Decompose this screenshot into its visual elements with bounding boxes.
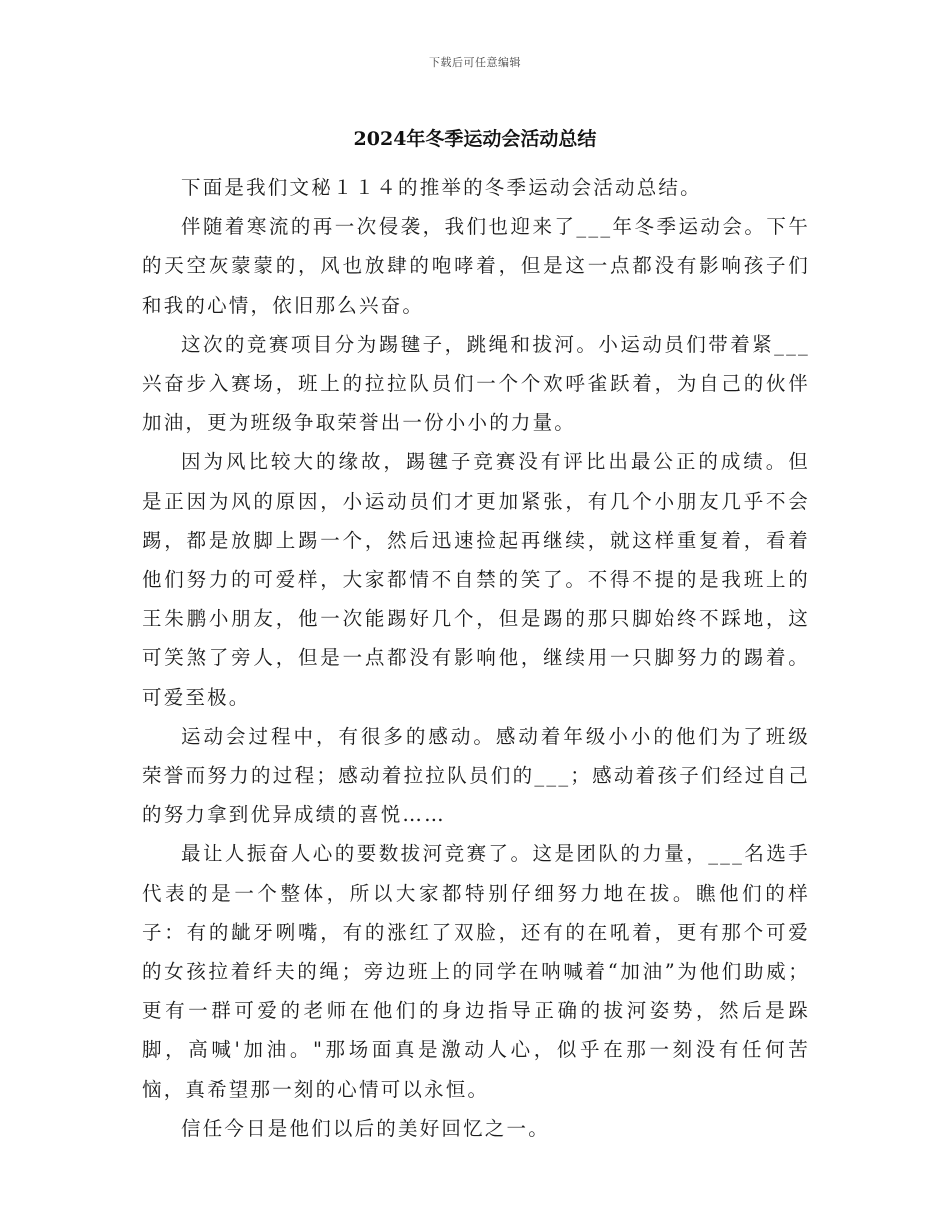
paragraph-tug-of-war: 最让人振奋人心的要数拔河竞赛了。这是团队的力量，___名选手代表的是一个整体，所以大家都特别仔细努力地在拔。瞧他们的样子：有的龇牙咧嘴，有的涨红了双脸，还有的在吼着，更有那个可爱的女孩拉着纤夫的绳；旁边班上的同学在呐喊着“加油”为他们助威；更有一群可爱的老师在他们的身边指导正确的拔河姿势，然后是跺脚，高喊'加油。"那场面真是激动人心，似乎在那一刻没有任何苦恼，真希望那一刻的心情可以永恒。 <box>142 842 810 1101</box>
document-body <box>142 168 810 1148</box>
document-title: 2024年冬季运动会活动总结 <box>353 128 597 150</box>
paragraph-opening: 伴随着寒流的再一次侵袭，我们也迎来了___年冬季运动会。下午的天空灰蒙蒙的，风也放肆的咆哮着，但是这一点都没有影响孩子们和我的心情，依旧那么兴奋。 <box>142 215 810 317</box>
paragraph-shuttlecock: 因为风比较大的缘故，踢毽子竞赛没有评比出最公正的成绩。但是正因为风的原因，小运动员们才更加紧张，有几个小朋友几乎不会踢，都是放脚上踢一个，然后迅速捡起再继续，就这样重复着，看着他们努力的可爱样，大家都情不自禁的笑了。不得不提的是我班上的王朱鹏小朋友，他一次能踢好几个，但是踢的那只脚始终不踩地，这可笑煞了旁人，但是一点都没有影响他，继续用一只脚努力的踢着。可爱至极。 <box>142 450 810 709</box>
paragraph-moved: 运动会过程中，有很多的感动。感动着年级小小的他们为了班级荣誉而努力的过程；感动着拉拉队员们的___；感动着孩子们经过自己的努力拿到优异成绩的喜悦…… <box>142 724 810 827</box>
paragraph-closing: 信任今日是他们以后的美好回忆之一。 <box>181 1116 550 1140</box>
header-note: 下载后可任意编辑 <box>429 56 521 69</box>
paragraph-events: 这次的竞赛项目分为踢毽子，跳绳和拔河。小运动员们带着紧___兴奋步入赛场，班上的拉拉队员们一个个欢呼雀跃着，为自己的伙伴加油，更为班级争取荣誉出一份小小的力量。 <box>142 332 810 435</box>
paragraph-intro: 下面是我们文秘１１４的推举的冬季运动会活动总结。 <box>181 176 702 199</box>
